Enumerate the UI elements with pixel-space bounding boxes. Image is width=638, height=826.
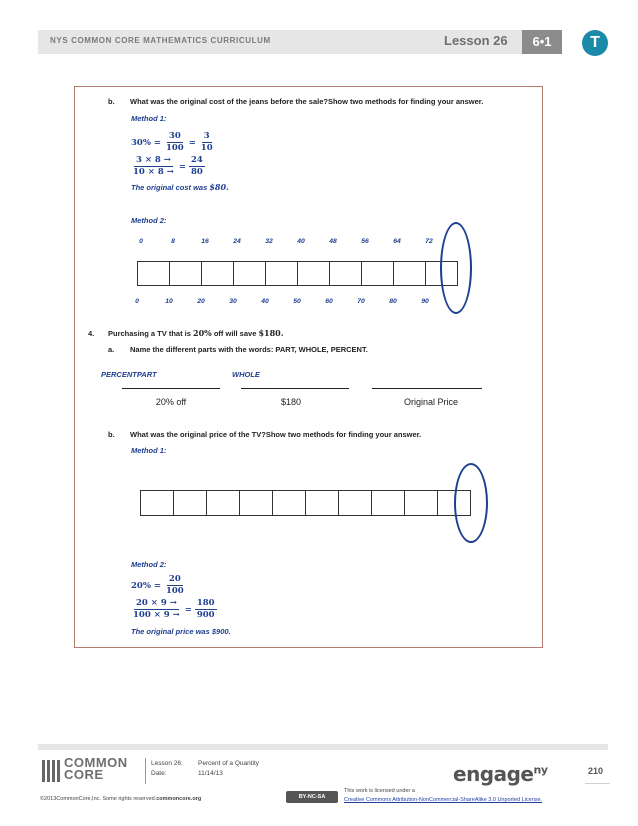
blank-answer-whole: Original Price <box>403 397 459 407</box>
engage-text: engage <box>453 762 534 786</box>
footer-date-value: 11/14/13 <box>198 770 223 777</box>
eq2-rnum: 24 <box>190 155 203 165</box>
q3b-method1-label: Method 1: <box>131 114 167 123</box>
m2b-num: 20 × 9 → <box>135 598 177 608</box>
page-number: 210 <box>588 766 604 776</box>
copyright-link[interactable]: commoncore.org <box>156 796 202 802</box>
copyright-text: ©2013CommonCore,Inc. Some rights reserved. <box>40 796 157 802</box>
eq2-equals: = <box>178 162 186 172</box>
tick-label: 70 <box>357 298 365 305</box>
tape-segment <box>202 262 234 285</box>
m2b-equals: = <box>184 605 192 615</box>
tick-label: 30 <box>229 298 237 305</box>
q3b-equation-1 <box>131 131 215 154</box>
page-number-rule <box>585 783 610 784</box>
q4b-answer-circle <box>454 463 488 543</box>
footer-bar <box>38 744 608 750</box>
tick-label: 60 <box>325 298 333 305</box>
q4b-text: What was the original price of the TV?Show two methods for finding your answer. <box>130 430 422 439</box>
tape-segment <box>394 262 426 285</box>
tape-segment <box>273 491 306 515</box>
eq2-den: 10 × 8 → <box>133 167 174 177</box>
q4b-label: b. <box>108 430 115 439</box>
eq1-fraction-1 <box>164 131 186 154</box>
tick-label: 0 <box>139 238 143 245</box>
eq2-fraction-left <box>131 155 176 178</box>
q4b-tape-diagram <box>140 490 471 516</box>
m2-fraction <box>164 574 186 597</box>
tape-segment <box>174 491 207 515</box>
footer-lesson-value: Percent of a Quantity <box>198 760 260 767</box>
blank-line <box>372 388 482 389</box>
common-core-logo-icon <box>42 760 60 782</box>
q4b-m2-equation-1 <box>131 574 186 597</box>
footer-date-label: Date: <box>151 770 167 777</box>
engageny-logo <box>453 762 548 786</box>
q4b-method1-label: Method 1: <box>131 446 167 455</box>
q4a-label: a. <box>108 345 115 354</box>
grade-module: 6•1 <box>522 30 562 54</box>
q3b-method2-label: Method 2: <box>131 216 167 225</box>
q3b-question: What was the original cost of the jeans before the sale?Show two methods for finding your answer. <box>130 97 484 106</box>
q4-stem-percent: 20% <box>193 328 212 338</box>
tape-segment <box>138 262 170 285</box>
m2-num: 20 <box>168 574 181 584</box>
tape-segment <box>339 491 372 515</box>
q4b-answer: The original price was $900. <box>131 627 231 636</box>
tick-label: 50 <box>293 298 301 305</box>
q3b-answer <box>131 182 229 192</box>
m2b-rden: 900 <box>196 610 215 620</box>
tape-segment <box>362 262 394 285</box>
blank-answer-part: $180 <box>280 397 302 407</box>
tick-label: 48 <box>329 238 337 245</box>
tick-label: 20 <box>197 298 205 305</box>
tape-segment <box>266 262 298 285</box>
eq1-frac2-den: 10 <box>200 143 213 153</box>
blank-line <box>241 388 349 389</box>
q4a-text: Name the different parts with the words: PART, WHOLE, PERCENT. <box>130 345 368 354</box>
q4-stem-amount: $180. <box>258 328 284 338</box>
eq2-fraction-right <box>189 155 205 178</box>
tick-label: 0 <box>135 298 139 305</box>
tick-label: 8 <box>171 238 175 245</box>
q4b-method2-label: Method 2: <box>131 560 167 569</box>
footer-lesson-label: Lesson 26: <box>151 760 183 767</box>
tick-label: 56 <box>361 238 369 245</box>
logo-line-2: CORE <box>64 767 104 782</box>
blank-line <box>122 388 220 389</box>
tape-segment <box>234 262 266 285</box>
eq2-rden: 80 <box>190 167 203 177</box>
q4b-m2-equation-2 <box>131 598 217 621</box>
q3b-equation-2 <box>131 155 205 178</box>
tick-label: 32 <box>265 238 273 245</box>
q4a-header-percent-part: PERCENTPART <box>101 370 157 379</box>
teacher-badge-icon: T <box>582 30 608 56</box>
q4-stem-prefix: Purchasing a TV that is <box>108 329 194 338</box>
tick-label: 72 <box>425 238 433 245</box>
footer-copyright <box>40 796 201 802</box>
tape-segment <box>372 491 405 515</box>
q3b-answer-value: $80. <box>209 182 229 192</box>
lesson-number: Lesson 26 <box>444 33 508 48</box>
tick-label: 64 <box>393 238 401 245</box>
logo-line-1: COMMON <box>64 755 128 770</box>
tick-label: 40 <box>297 238 305 245</box>
tick-label: 40 <box>261 298 269 305</box>
tick-label: 80 <box>389 298 397 305</box>
tape-segment <box>330 262 362 285</box>
eq1-lhs: 30% = <box>131 138 161 148</box>
eq1-fraction-2 <box>199 131 215 154</box>
footer-divider <box>145 758 146 784</box>
tape-segment <box>405 491 438 515</box>
m2-lhs: 20% = <box>131 581 161 591</box>
m2b-fraction-right <box>195 598 217 621</box>
tape-segment <box>207 491 240 515</box>
tick-label: 16 <box>201 238 209 245</box>
engage-sup: ny <box>533 763 548 777</box>
q4a-header-whole: WHOLE <box>232 370 260 379</box>
q4-stem <box>108 328 284 338</box>
tick-label: 24 <box>233 238 241 245</box>
tape-segment <box>240 491 273 515</box>
curriculum-title: NYS COMMON CORE MATHEMATICS CURRICULUM <box>50 36 271 45</box>
tick-label: 10 <box>165 298 173 305</box>
license-line-1: This work is licensed under a <box>344 788 415 794</box>
eq1-frac1-den: 100 <box>165 143 184 153</box>
q4-stem-mid: off will save <box>211 329 259 338</box>
q4-number: 4. <box>88 329 95 338</box>
eq1-frac2-num: 3 <box>203 131 210 141</box>
eq1-equals: = <box>188 138 196 148</box>
q3b-answer-text: The original cost was <box>131 183 210 192</box>
m2b-den: 100 × 9 → <box>133 610 180 620</box>
common-core-logo-text <box>64 757 128 781</box>
license-link[interactable]: Creative Commons Attribution-NonCommercial-ShareAlike 3.0 Unported License. <box>344 797 543 803</box>
blank-answer-percent: 20% off <box>155 397 187 407</box>
eq2-num: 3 × 8 → <box>135 155 171 165</box>
cc-license-badge-icon[interactable]: BY-NC-SA <box>286 791 338 803</box>
tape-segment <box>141 491 174 515</box>
tape-segment <box>170 262 202 285</box>
q3b-answer-circle <box>440 222 472 314</box>
q3b-tape-diagram <box>137 261 458 286</box>
tape-segment <box>306 491 339 515</box>
tape-segment <box>298 262 330 285</box>
m2b-fraction-left <box>131 598 182 621</box>
m2b-rnum: 180 <box>196 598 215 608</box>
q3b-label: b. <box>108 97 115 106</box>
tick-label: 90 <box>421 298 429 305</box>
eq1-frac1-num: 30 <box>168 131 181 141</box>
m2-den: 100 <box>165 586 184 596</box>
